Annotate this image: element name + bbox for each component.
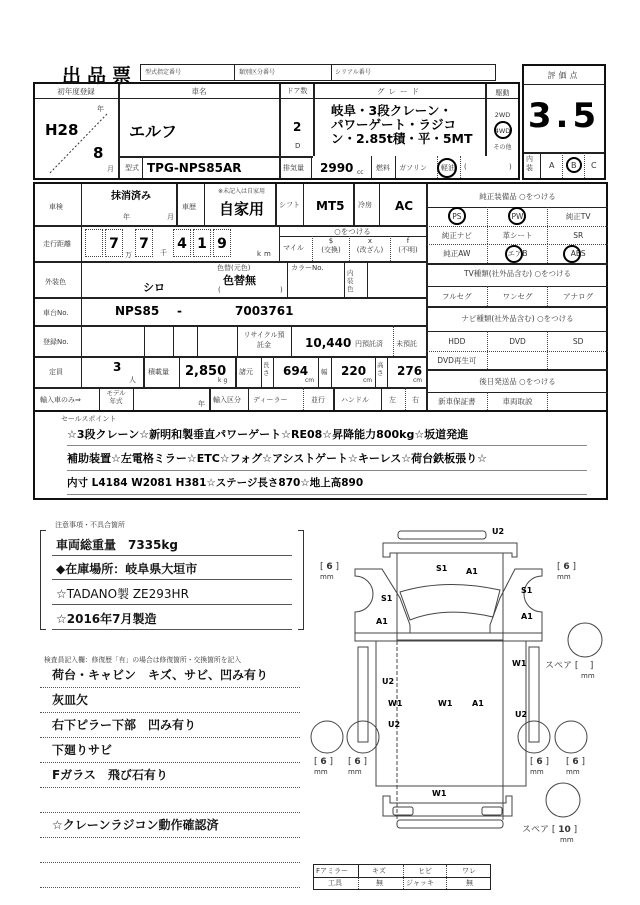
spare-tire-1-size: スペア [ ] mm — [545, 661, 595, 680]
first-reg-month: 8 — [93, 144, 104, 162]
damage-code: W1 — [388, 699, 403, 708]
table-crack[interactable]: ヒビ — [418, 867, 432, 875]
vehicle-name: エルフ — [129, 122, 178, 141]
score-label: 評価点 — [547, 71, 581, 80]
fuel-selected-circle — [437, 158, 457, 178]
import-class-label: 輸入区分 — [213, 396, 241, 404]
chassis-prefix: NPS85 — [115, 304, 160, 318]
tire-size-rr-inner: [ 6 ] mm — [530, 757, 550, 776]
damage-code: U2 — [515, 710, 528, 719]
mileage-unit: km — [257, 250, 274, 258]
equipment-title: 純正装備品 ○をつける — [479, 192, 556, 201]
damage-code: A1 — [466, 567, 478, 576]
drive-label: 駆動 — [495, 89, 510, 97]
repaint-value: 色替無 — [223, 274, 256, 287]
spare-tire-1 — [568, 623, 602, 657]
inspector-line — [40, 791, 300, 813]
model-code: TPG-NPS85AR — [147, 161, 242, 175]
recycle-unpaid[interactable]: 未預託 — [396, 340, 417, 348]
recycle-label: リサイクル預託金 — [243, 331, 285, 349]
height-label: 高さ — [377, 361, 384, 377]
navi-title: ナビ種類(社外品含む) ○をつける — [461, 314, 574, 323]
damage-code: S1 — [521, 586, 533, 595]
width-label: 幅 — [321, 368, 328, 376]
mileage-option-mile[interactable]: マイル — [283, 244, 304, 252]
inspector-label: 検査員記入欄：修復歴「有」の場合は修復箇所・交換箇所を記入 — [44, 656, 242, 664]
inspector-line: 下廻りサビ — [40, 741, 300, 763]
type-cert-label: 型式指定番号 — [145, 69, 182, 76]
sales-point-line: ☆3段クレーン☆新明和製垂直パワーゲート☆RE08☆昇降能力800kg☆坂道発進 — [67, 426, 587, 446]
capacity-label: 定員 — [49, 368, 63, 376]
grade-line-2: パワーゲート・ラジコ — [331, 117, 457, 132]
table-jack: ジャッキ — [406, 879, 434, 887]
damage-code: U2 — [388, 720, 401, 729]
doors-value: 2 — [293, 120, 302, 134]
damage-code: A1 — [472, 699, 484, 708]
history-note: ※未記入は自家用 — [218, 188, 266, 195]
table-break[interactable]: ワレ — [462, 867, 476, 875]
capacity-unit: 人 — [129, 376, 136, 384]
equipment-abs[interactable]: ABS — [570, 249, 586, 258]
mileage-sen-unit: 千 — [160, 249, 167, 257]
grade-line-1: 岐阜・3段クレーン・ — [331, 103, 452, 118]
windshield — [400, 584, 500, 620]
inspector-line: 灰皿欠 — [40, 691, 300, 713]
later-manual[interactable]: 車両取説 — [488, 392, 549, 410]
damage-code: S1 — [436, 564, 448, 573]
drive-option-2wd[interactable]: 2WD — [494, 111, 511, 119]
sales-points-box — [33, 410, 608, 500]
mirror-tool-table — [313, 864, 491, 890]
later-title: 後日発送品 ○をつける — [479, 377, 556, 386]
navi-dvd[interactable]: DVD — [488, 331, 549, 351]
year-unit: 年 — [97, 105, 104, 113]
recycle-paid[interactable]: 円預託済 — [355, 340, 383, 348]
note-line: ◆在庫場所：岐阜県大垣市 — [52, 560, 292, 580]
tv-fullseg[interactable]: フルセグ — [427, 286, 488, 306]
notes-label: 注意事項・不具合箇所 — [55, 521, 125, 529]
height-value: 276 — [397, 364, 423, 378]
shift-value: MT5 — [316, 199, 345, 213]
notes-bracket-left — [40, 530, 46, 630]
score-value: 3.5 — [527, 96, 601, 136]
rear-bar — [397, 820, 503, 828]
note-line: 車両総重量 7335kg — [52, 536, 292, 556]
inspector-line — [40, 866, 300, 888]
navi-sd[interactable]: SD — [572, 336, 584, 346]
displacement-value: 2990 — [320, 161, 354, 175]
repaint-paren-close: ) — [280, 286, 283, 294]
equipment-leather[interactable]: 革シート — [488, 226, 549, 244]
color-no-label: カラーNo. — [291, 264, 324, 272]
repaint-paren-open: ( — [218, 286, 221, 294]
tire-rr-outer — [555, 721, 587, 753]
tire-size-rl-outer: [ 6 ] mm — [314, 757, 334, 776]
interior-option-a[interactable]: A — [549, 161, 555, 170]
equipment-pw[interactable]: PW — [488, 207, 549, 226]
length-label: 長さ — [263, 361, 270, 377]
handle-left[interactable]: 左 — [389, 396, 396, 404]
dvd-empty-1 — [488, 351, 549, 369]
tire-size-rr-outer: [ 6 ] mm — [566, 757, 586, 776]
damage-code: A1 — [521, 612, 533, 621]
fuel-option-diesel[interactable]: 軽油 — [441, 164, 455, 172]
mileage-digit: 1 — [193, 229, 211, 257]
front-bumper — [383, 543, 517, 557]
rear-bumper — [383, 796, 512, 816]
history-value: 自家用 — [219, 200, 265, 218]
shaken-label: 車検 — [49, 203, 63, 211]
doors-unit: D — [295, 142, 301, 150]
chassis-dash: - — [177, 304, 182, 318]
tire-size-rl-inner: [ 6 ] mm — [348, 757, 368, 776]
fuel-label: 燃料 — [376, 164, 390, 172]
mileage-digit: 7 — [105, 229, 123, 257]
shift-label: シフト — [279, 201, 300, 209]
sales-point-line: 補助装置☆左電格ミラー☆ETC☆フォグ☆アシストゲート☆キーレス☆荷台鉄板張り☆ — [67, 450, 587, 471]
handle-label: ハンドル — [341, 396, 369, 404]
fuel-other-open: ( — [464, 163, 467, 171]
chassis-label: 車台No. — [43, 309, 69, 317]
displacement-unit: cc — [357, 169, 364, 176]
chassis-number: 7003761 — [235, 304, 294, 318]
damage-code: U2 — [492, 527, 505, 536]
navi-row — [427, 331, 608, 351]
model-year-label: モデル年式 — [106, 389, 126, 405]
inspector-line: ☆クレーンラジコン動作確認済 — [40, 816, 300, 838]
note-line: ☆2016年7月製造 — [52, 610, 292, 630]
sales-points-label: セールスポイント — [61, 415, 117, 423]
name-label: 車名 — [191, 87, 207, 96]
later-warranty[interactable]: 新車保証書 — [427, 392, 488, 410]
tv-row — [427, 286, 608, 306]
table-jack-value: 無 — [466, 879, 473, 887]
front-bumper-bar — [398, 531, 486, 539]
equipment-airbag-circle — [505, 245, 523, 263]
equipment-airbag[interactable]: エアB — [488, 244, 549, 263]
grade-label: グレード — [377, 87, 423, 96]
mileage-digit-box — [85, 229, 103, 257]
first-reg-label: 初年度登録 — [57, 87, 95, 96]
ac-value: AC — [395, 199, 414, 213]
shaken-year-unit: 年 — [123, 213, 130, 221]
width-value: 220 — [341, 364, 367, 378]
load-value: 2,850 — [185, 364, 227, 379]
mileage-digit: 4 — [173, 229, 191, 257]
equipment-abs-circle — [563, 245, 581, 263]
equipment-row-2 — [427, 226, 608, 244]
inspector-line: 荷台・キャビン キズ、サビ、凹み有り — [40, 666, 300, 688]
note-line: ☆TADANO製 ZE293HR — [52, 585, 292, 605]
mileage-option-tampered[interactable] — [350, 237, 390, 255]
displacement-label: 排気量 — [283, 164, 304, 172]
tire-size-fl: [ 6 ] mm — [320, 562, 340, 581]
mileage-circle-note: ○をつける — [334, 227, 371, 236]
mileage-digit: 7 — [135, 229, 153, 257]
tampered-symbol: x — [367, 237, 373, 245]
class-label: 類別区分番号 — [239, 69, 276, 76]
mileage-option-unknown[interactable] — [391, 237, 425, 255]
cab — [397, 553, 503, 640]
unknown-text: (不明) — [398, 246, 418, 254]
damage-code: S1 — [381, 594, 393, 603]
equipment-tv[interactable]: 純正TV — [565, 212, 591, 221]
spare-tire-2-size: スペア [ 10 ] mm — [522, 825, 578, 844]
first-reg-year: H28 — [45, 121, 79, 139]
interior-color-label: 内装色 — [347, 269, 354, 293]
interior-label: 内装 — [526, 155, 533, 172]
mileage-man-unit: 万 — [125, 251, 132, 259]
equipment-sr[interactable]: SR — [573, 230, 584, 240]
drive-selected-circle — [494, 121, 512, 139]
shaken-value: 抹消済み — [111, 191, 151, 202]
repaint-label: 色替(元色) — [217, 264, 251, 272]
damage-code: A1 — [376, 617, 388, 626]
tv-oneseg[interactable]: ワンセグ — [488, 286, 549, 306]
interior-option-c[interactable]: C — [591, 161, 597, 170]
tv-analog[interactable]: アナログ — [563, 291, 594, 301]
dvd-empty-2 — [548, 351, 608, 369]
model-label: 型式 — [125, 164, 139, 172]
unknown-symbol: f — [406, 237, 410, 245]
fuel-other-close: ) — [509, 163, 512, 171]
import-dealer[interactable]: ディーラー — [253, 396, 288, 404]
tire-rl-outer — [311, 721, 343, 753]
model-year-unit: 年 — [198, 400, 205, 408]
sales-point-line: 内寸 L4184 W2081 H381☆ステージ長さ870☆地上高890 — [67, 475, 587, 495]
import-parallel[interactable]: 並行 — [311, 396, 325, 404]
equipment-navi[interactable]: 純正ナビ — [427, 226, 488, 244]
equipment-aw[interactable]: 純正AW — [427, 244, 488, 263]
load-unit: kg — [218, 377, 230, 384]
equipment-pw-circle — [508, 207, 526, 225]
exterior-color-value: シロ — [143, 281, 165, 294]
inspector-line: Fガラス 飛び石有り — [40, 766, 300, 788]
form-title: 出品票 — [62, 65, 138, 87]
navi-hdd[interactable]: HDD — [427, 331, 488, 351]
length-unit: cm — [305, 377, 315, 384]
exchanged-text: (交換) — [321, 246, 341, 254]
dvd-row — [427, 351, 608, 369]
damage-code: W1 — [512, 659, 527, 668]
tampered-text: (改ざん) — [356, 246, 384, 254]
interior-selected-circle — [566, 157, 582, 173]
tire-rl-inner — [347, 721, 379, 753]
table-scratch[interactable]: キズ — [372, 867, 386, 875]
import-label: 輸入車のみ⇒ — [40, 396, 81, 404]
width-unit: cm — [363, 377, 373, 384]
tire-size-fr: [ 6 ] mm — [557, 562, 577, 581]
header-id-row — [140, 64, 496, 81]
capacity-value: 3 — [113, 360, 122, 374]
mileage-digit: 9 — [213, 229, 231, 257]
mileage-option-exchanged[interactable] — [313, 237, 349, 255]
doors-label: ドア数 — [286, 87, 308, 95]
tire-rr-inner — [518, 721, 550, 753]
exterior-color-label: 外装色 — [45, 278, 66, 286]
interior-option-b[interactable]: B — [571, 161, 577, 170]
equipment-ps[interactable]: PS — [427, 207, 488, 226]
height-unit: cm — [413, 377, 423, 384]
inspector-line: 右下ピラー下部 凹み有り — [40, 716, 300, 738]
serial-label: シリアル番号 — [335, 69, 371, 76]
table-mirror: Fアミラー — [316, 867, 349, 875]
damage-code: U2 — [382, 677, 395, 686]
tv-title: TV種類(社外品含む) ○をつける — [464, 269, 571, 278]
drive-option-4wd[interactable]: 4WD — [494, 127, 511, 135]
grade-line-3: ン・2.85t積・平・5MT — [331, 131, 473, 146]
vehicle-info-box — [33, 82, 520, 180]
handle-right[interactable]: 右 — [412, 396, 419, 404]
load-label: 積載量 — [148, 368, 169, 376]
score-box — [522, 64, 606, 180]
registration-label: 登録No. — [43, 338, 69, 346]
exchanged-symbol: $ — [328, 237, 334, 245]
length-value: 694 — [283, 364, 309, 378]
damage-code: W1 — [438, 699, 453, 708]
equipment-ps-circle — [448, 207, 466, 225]
dvd-playback[interactable]: DVD再生可 — [427, 351, 488, 369]
month-unit: 月 — [107, 165, 114, 173]
history-label: 車歴 — [182, 203, 196, 211]
fuel-option-gasoline[interactable]: ガソリン — [399, 164, 427, 172]
table-tools-value: 無 — [376, 879, 383, 887]
damage-code: W1 — [432, 789, 447, 798]
later-empty — [548, 392, 608, 410]
shaken-month-unit: 月 — [167, 213, 174, 221]
recycle-value: 10,440 — [305, 336, 352, 350]
notes-bracket-right — [298, 530, 304, 630]
mileage-label: 走行距離 — [43, 240, 71, 248]
right-door — [490, 569, 542, 633]
later-row — [427, 392, 608, 410]
drive-option-other[interactable]: その他 — [493, 144, 512, 151]
table-tools: 工具 — [328, 879, 342, 887]
ac-label: 冷房 — [358, 201, 372, 209]
spare-tire-2 — [546, 783, 580, 817]
dims-label: 諸元 — [239, 368, 253, 376]
inspector-line — [40, 841, 300, 863]
